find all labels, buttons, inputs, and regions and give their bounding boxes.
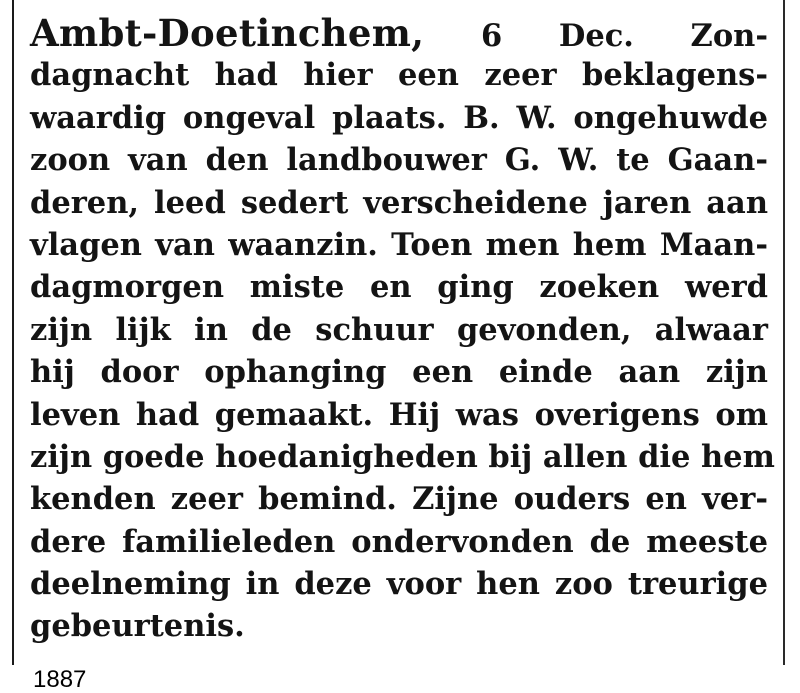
article-headline: Ambt-Doetinchem, — [30, 11, 425, 55]
article-line: deren, leed sedert verscheidene jaren aan — [30, 184, 768, 221]
article-line: leven had gemaakt. Hij was overigens om — [30, 396, 768, 433]
article-line: vlagen van waanzin. Toen men hem Maan- — [30, 226, 768, 263]
article-dateline: 6 Dec. Zon- — [481, 18, 768, 54]
article-line: zoon van den landbouwer G. W. te Gaan- — [30, 142, 768, 179]
article-line: kenden zeer bemind. Zijne ouders en ver- — [30, 481, 768, 518]
article-line: dagnacht had hier een zeer beklagens- — [30, 57, 768, 94]
left-column-rule — [12, 0, 14, 665]
article-line: waardig ongeval plaats. B. W. ongehuwde — [30, 99, 768, 136]
year-caption: 1887 — [33, 666, 87, 693]
article-line: zijn lijk in de schuur gevonden, alwaar — [30, 311, 768, 348]
article-text — [30, 11, 775, 648]
article-line: zijn goede hoedanigheden bij allen die hem — [30, 438, 775, 475]
article-line: dere familieleden ondervonden de meeste — [30, 523, 768, 560]
article-last-line: gebeurtenis. — [30, 608, 245, 645]
article-line: dagmorgen miste en ging zoeken werd — [30, 269, 768, 306]
article-line: deelneming in deze voor hen zoo treurige — [30, 566, 768, 603]
article-line: hij door ophanging een einde aan zijn — [30, 354, 768, 391]
right-column-rule — [783, 0, 785, 665]
article-first-line — [30, 12, 768, 54]
